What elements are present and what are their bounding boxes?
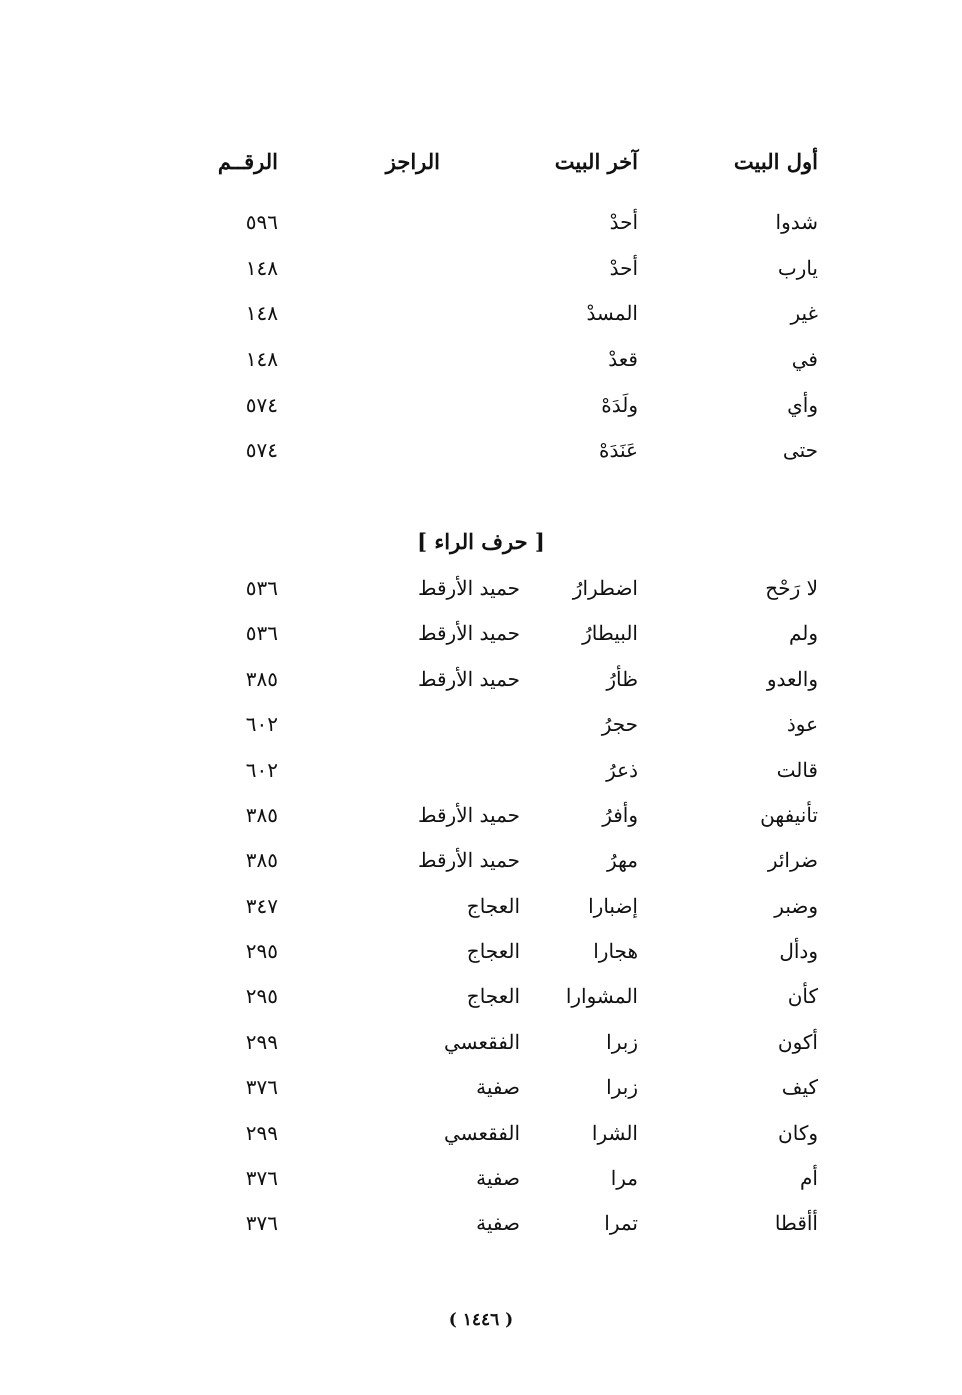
verse-last: قعدْ bbox=[608, 347, 638, 371]
poet: حميد الأرقط bbox=[418, 621, 520, 645]
table-row bbox=[0, 842, 962, 878]
table-row bbox=[0, 1160, 962, 1196]
reference-number: ٥٧٤ bbox=[245, 438, 278, 462]
verse-first: ودأل bbox=[779, 939, 818, 963]
reference-number: ٥٧٤ bbox=[245, 393, 278, 417]
verse-first: أكون bbox=[777, 1030, 818, 1054]
table-row bbox=[0, 432, 962, 468]
poet: صفية bbox=[476, 1075, 520, 1099]
reference-number: ٣٨٥ bbox=[245, 848, 278, 872]
table-row bbox=[0, 295, 962, 331]
table-row bbox=[0, 888, 962, 924]
reference-number: ٢٩٥ bbox=[245, 939, 278, 963]
table-row bbox=[0, 387, 962, 423]
verse-first: أم bbox=[800, 1166, 818, 1190]
header-poet: الراجز bbox=[385, 149, 440, 174]
verse-last: هجارا bbox=[593, 939, 638, 963]
poet: حميد الأرقط bbox=[418, 667, 520, 691]
reference-number: ١٤٨ bbox=[245, 256, 278, 280]
verse-last: إضبارا bbox=[588, 894, 638, 918]
table-row bbox=[0, 661, 962, 697]
reference-number: ٥٣٦ bbox=[245, 621, 278, 645]
poet: صفية bbox=[476, 1166, 520, 1190]
table-row bbox=[0, 933, 962, 969]
poet: حميد الأرقط bbox=[418, 576, 520, 600]
verse-last: البيطارُ bbox=[582, 621, 638, 645]
table-row bbox=[0, 1069, 962, 1105]
verse-last: أحدْ bbox=[609, 210, 638, 234]
verse-first: حتى bbox=[782, 438, 818, 462]
header-last-of-verse: آخر البيت bbox=[554, 149, 638, 174]
reference-number: ٦٠٢ bbox=[245, 758, 278, 782]
verse-last: عَنَدَهْ bbox=[599, 438, 638, 462]
reference-number: ٣٨٥ bbox=[245, 667, 278, 691]
verse-last: وأفرُ bbox=[602, 803, 638, 827]
table-row bbox=[0, 752, 962, 788]
poet: العجاج bbox=[466, 939, 520, 963]
verse-first: وأي bbox=[787, 393, 818, 417]
table-row bbox=[0, 615, 962, 651]
verse-last: أحدْ bbox=[609, 256, 638, 280]
reference-number: ٥٩٦ bbox=[245, 210, 278, 234]
verse-last: مهرُ bbox=[607, 848, 638, 872]
table-row bbox=[0, 797, 962, 833]
verse-first: ضرائر bbox=[767, 848, 818, 872]
verse-last: تمرا bbox=[604, 1211, 638, 1235]
table-row bbox=[0, 570, 962, 606]
reference-number: ٦٠٢ bbox=[245, 712, 278, 736]
table-row bbox=[0, 1024, 962, 1060]
verse-first: أأقطا bbox=[774, 1211, 818, 1235]
verse-last: اضطرارُ bbox=[572, 576, 638, 600]
verse-first: كأن bbox=[787, 984, 818, 1008]
page-number: ( ١٤٤٦ ) bbox=[448, 1310, 514, 1330]
reference-number: ٣٨٥ bbox=[245, 803, 278, 827]
verse-first: قالت bbox=[776, 758, 818, 782]
table-row bbox=[0, 250, 962, 286]
reference-number: ٢٩٩ bbox=[245, 1121, 278, 1145]
table-header bbox=[0, 144, 962, 180]
reference-number: ٣٧٦ bbox=[245, 1075, 278, 1099]
poet: حميد الأرقط bbox=[418, 848, 520, 872]
reference-number: ١٤٨ bbox=[245, 301, 278, 325]
section-title-ra bbox=[0, 524, 962, 560]
verse-last: المسدْ bbox=[586, 301, 638, 325]
verse-first: ولم bbox=[788, 621, 818, 645]
table-row bbox=[0, 978, 962, 1014]
verse-first: لا رَحْح bbox=[765, 576, 818, 600]
verse-first: يارب bbox=[777, 256, 818, 280]
reference-number: ٣٧٦ bbox=[245, 1166, 278, 1190]
verse-first: عوذ bbox=[786, 712, 818, 736]
verse-last: المشوارا bbox=[565, 984, 638, 1008]
table-row bbox=[0, 1205, 962, 1241]
header-number: الرقــم bbox=[217, 149, 278, 174]
verse-last: ولَدَهْ bbox=[601, 393, 638, 417]
verse-first: وضبر bbox=[774, 894, 818, 918]
verse-first: كيف bbox=[781, 1075, 818, 1099]
verse-first: غير bbox=[790, 301, 818, 325]
verse-first: في bbox=[791, 347, 818, 371]
verse-last: مرا bbox=[610, 1166, 638, 1190]
verse-last: ذعرُ bbox=[606, 758, 638, 782]
poet: حميد الأرقط bbox=[418, 803, 520, 827]
poet: صفية bbox=[476, 1211, 520, 1235]
header-first-of-verse: أول البيت bbox=[733, 149, 818, 174]
verse-first: والعدو bbox=[766, 667, 818, 691]
verse-first: تأنيفهن bbox=[760, 803, 818, 827]
verse-first: شدوا bbox=[775, 210, 818, 234]
poet: الفقعسي bbox=[443, 1121, 520, 1145]
verse-last: حجرُ bbox=[601, 712, 638, 736]
verse-first: وكان bbox=[778, 1121, 818, 1145]
table-row bbox=[0, 204, 962, 240]
poet: العجاج bbox=[466, 984, 520, 1008]
poet: الفقعسي bbox=[443, 1030, 520, 1054]
verse-last: ظأرُ bbox=[606, 667, 638, 691]
reference-number: ٥٣٦ bbox=[245, 576, 278, 600]
reference-number: ٣٤٧ bbox=[245, 894, 278, 918]
verse-last: الشرا bbox=[591, 1121, 638, 1145]
reference-number: ٢٩٥ bbox=[245, 984, 278, 1008]
verse-last: زبرا bbox=[606, 1075, 638, 1099]
reference-number: ٣٧٦ bbox=[245, 1211, 278, 1235]
reference-number: ٢٩٩ bbox=[245, 1030, 278, 1054]
table-row bbox=[0, 341, 962, 377]
table-row bbox=[0, 706, 962, 742]
section-title-text: [ حرف الراء ] bbox=[417, 529, 545, 554]
verse-last: زبرا bbox=[606, 1030, 638, 1054]
poet: العجاج bbox=[466, 894, 520, 918]
reference-number: ١٤٨ bbox=[245, 347, 278, 371]
table-row bbox=[0, 1115, 962, 1151]
